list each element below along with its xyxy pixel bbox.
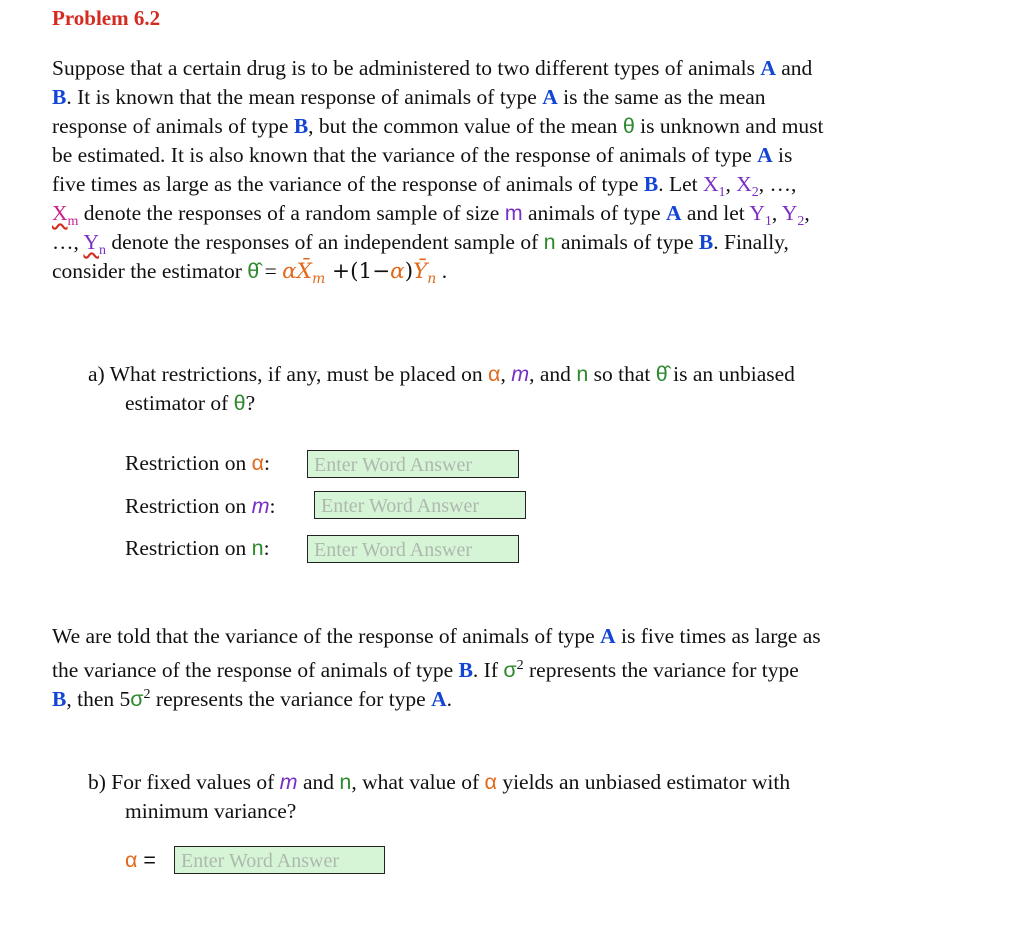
text: ?: [245, 391, 256, 415]
intro-line-8: [52, 257, 992, 286]
type-b: B: [52, 85, 67, 109]
text: .: [436, 259, 448, 283]
text: is unknown and must: [634, 114, 824, 138]
text: and: [297, 770, 340, 794]
text: response of animals of type: [52, 114, 294, 138]
yn: $Y_n$: [83, 230, 106, 258]
text: , and: [529, 362, 577, 386]
text: We are told that the variance of the response of animals of type: [52, 624, 601, 648]
middle-line-1: [52, 622, 992, 651]
sup: 2: [143, 687, 151, 702]
alpha-answer-label: α =: [125, 848, 156, 872]
middle-line-2: [52, 651, 992, 680]
theta-symbol: θ: [233, 391, 246, 415]
type-b: B: [643, 172, 659, 196]
text: a) What restrictions, if any, must be placed on: [88, 362, 489, 386]
sub: n: [427, 271, 437, 287]
restriction-alpha-input[interactable]: Enter Word Answer: [307, 450, 519, 478]
n-symbol: n: [543, 230, 556, 254]
text: the variance of the response of animals of type: [52, 658, 459, 682]
type-a: A: [600, 624, 616, 648]
type-b: B: [458, 658, 473, 682]
theta-hat: θ̂: [655, 362, 668, 386]
intro-line-1: [52, 54, 992, 83]
x2: X: [736, 172, 752, 196]
text: , but the common value of the mean: [308, 114, 623, 138]
text: animals of type: [522, 201, 666, 225]
text: , then 5: [66, 687, 131, 711]
intro-line-6: $X_m$ denote the responses of a random sample of size m animals of type A and let $Y_1$, $Y_2$,: [52, 201, 810, 229]
text: . It is known that the mean response of animals of type: [66, 85, 543, 109]
restriction-n-input[interactable]: Enter Word Answer: [307, 535, 519, 563]
y-bar: Ȳ: [413, 259, 428, 284]
sub: m: [311, 271, 326, 287]
text: so that: [588, 362, 656, 386]
type-a: A: [542, 85, 558, 109]
sigma: σ: [130, 687, 144, 711]
x1: X: [702, 172, 719, 196]
type-b: B: [698, 230, 714, 254]
type-a: A: [760, 56, 776, 80]
m-symbol: m: [279, 770, 298, 794]
m-symbol: m: [511, 362, 530, 386]
restriction-m-label: Restriction on m:: [125, 494, 276, 518]
type-a: A: [431, 687, 447, 711]
text: . Finally,: [713, 230, 789, 254]
alpha: α: [390, 259, 405, 284]
intro-line-2: [52, 83, 992, 112]
alpha-answer-input[interactable]: Enter Word Answer: [174, 846, 385, 874]
xm: $X_m$: [52, 201, 79, 229]
restriction-n-label: Restriction on n:: [125, 536, 270, 560]
y2: Y: [781, 201, 798, 225]
alpha: α: [484, 770, 497, 794]
text: animals of type: [555, 230, 699, 254]
sigma: σ: [503, 658, 517, 682]
sub: 1: [718, 185, 726, 200]
n-symbol: n: [339, 770, 352, 794]
text: ): [404, 259, 414, 284]
type-b: B: [52, 687, 67, 711]
type-b: B: [293, 114, 309, 138]
intro-line-3: [52, 112, 992, 141]
text: represents the variance for type: [523, 658, 799, 682]
text: estimator of: [125, 391, 234, 415]
text: is: [772, 143, 793, 167]
intro-line-7: [52, 228, 992, 257]
part-b-line-2: minimum variance?: [125, 799, 297, 823]
sub: 2: [751, 185, 759, 200]
text: ,: [500, 362, 512, 386]
text: represents the variance for type: [150, 687, 432, 711]
intro-paragraph: [52, 54, 992, 286]
variance-paragraph: [52, 622, 992, 709]
text: five times as large as the variance of the response of animals of type: [52, 172, 644, 196]
theta-symbol: θ: [622, 114, 635, 138]
problem-title: Problem 6.2: [52, 6, 161, 30]
text: consider the estimator: [52, 259, 248, 283]
text: denote the responses of a random sample of size: [78, 201, 505, 225]
part-b-question: [88, 768, 790, 826]
text: yields an unbiased estimator with: [496, 770, 791, 794]
sup: 2: [516, 658, 524, 673]
text: , …,: [758, 172, 797, 196]
text: and: [775, 56, 813, 80]
intro-line-4: [52, 141, 992, 170]
text: denote the responses of an independent sample of: [105, 230, 544, 254]
intro-line-5: five times as large as the variance of the response of animals of type B. Let $X_1$, $X_2$, …,: [52, 172, 797, 200]
restriction-alpha-label: Restriction on α:: [125, 451, 271, 475]
text: =: [259, 259, 283, 283]
text: , what value of: [351, 770, 485, 794]
text: be estimated. It is also known that the variance of the response of animals of type: [52, 143, 758, 167]
text: . Let: [658, 172, 703, 196]
text: . If: [472, 658, 504, 682]
x-bar: X̄: [296, 259, 312, 284]
part-a-line-1: [88, 360, 795, 389]
alpha: α: [282, 259, 297, 284]
theta-hat: θ̂: [247, 259, 260, 283]
text: Suppose that a certain drug is to be administered to two different types of animals: [52, 56, 761, 80]
part-a-line-2: [88, 389, 795, 418]
type-a: A: [665, 201, 682, 225]
text: +(1−: [325, 259, 391, 284]
m-symbol: m: [504, 201, 523, 225]
middle-line-3: [52, 680, 992, 709]
restriction-m-input[interactable]: Enter Word Answer: [314, 491, 526, 519]
text: .: [446, 687, 452, 711]
y1: Y: [749, 201, 765, 225]
text: …,: [52, 230, 84, 254]
type-a: A: [757, 143, 773, 167]
sub: 2: [797, 214, 805, 229]
part-a-question: [88, 360, 795, 418]
part-b-line-1: [88, 768, 790, 797]
sub: 1: [764, 214, 772, 229]
text: is five times as large as: [615, 624, 821, 648]
text: and let: [681, 201, 750, 225]
text: is an unbiased: [667, 362, 795, 386]
n-symbol: n: [576, 362, 589, 386]
text: b) For fixed values of: [88, 770, 280, 794]
text: is the same as the mean: [557, 85, 766, 109]
alpha: α: [488, 362, 501, 386]
